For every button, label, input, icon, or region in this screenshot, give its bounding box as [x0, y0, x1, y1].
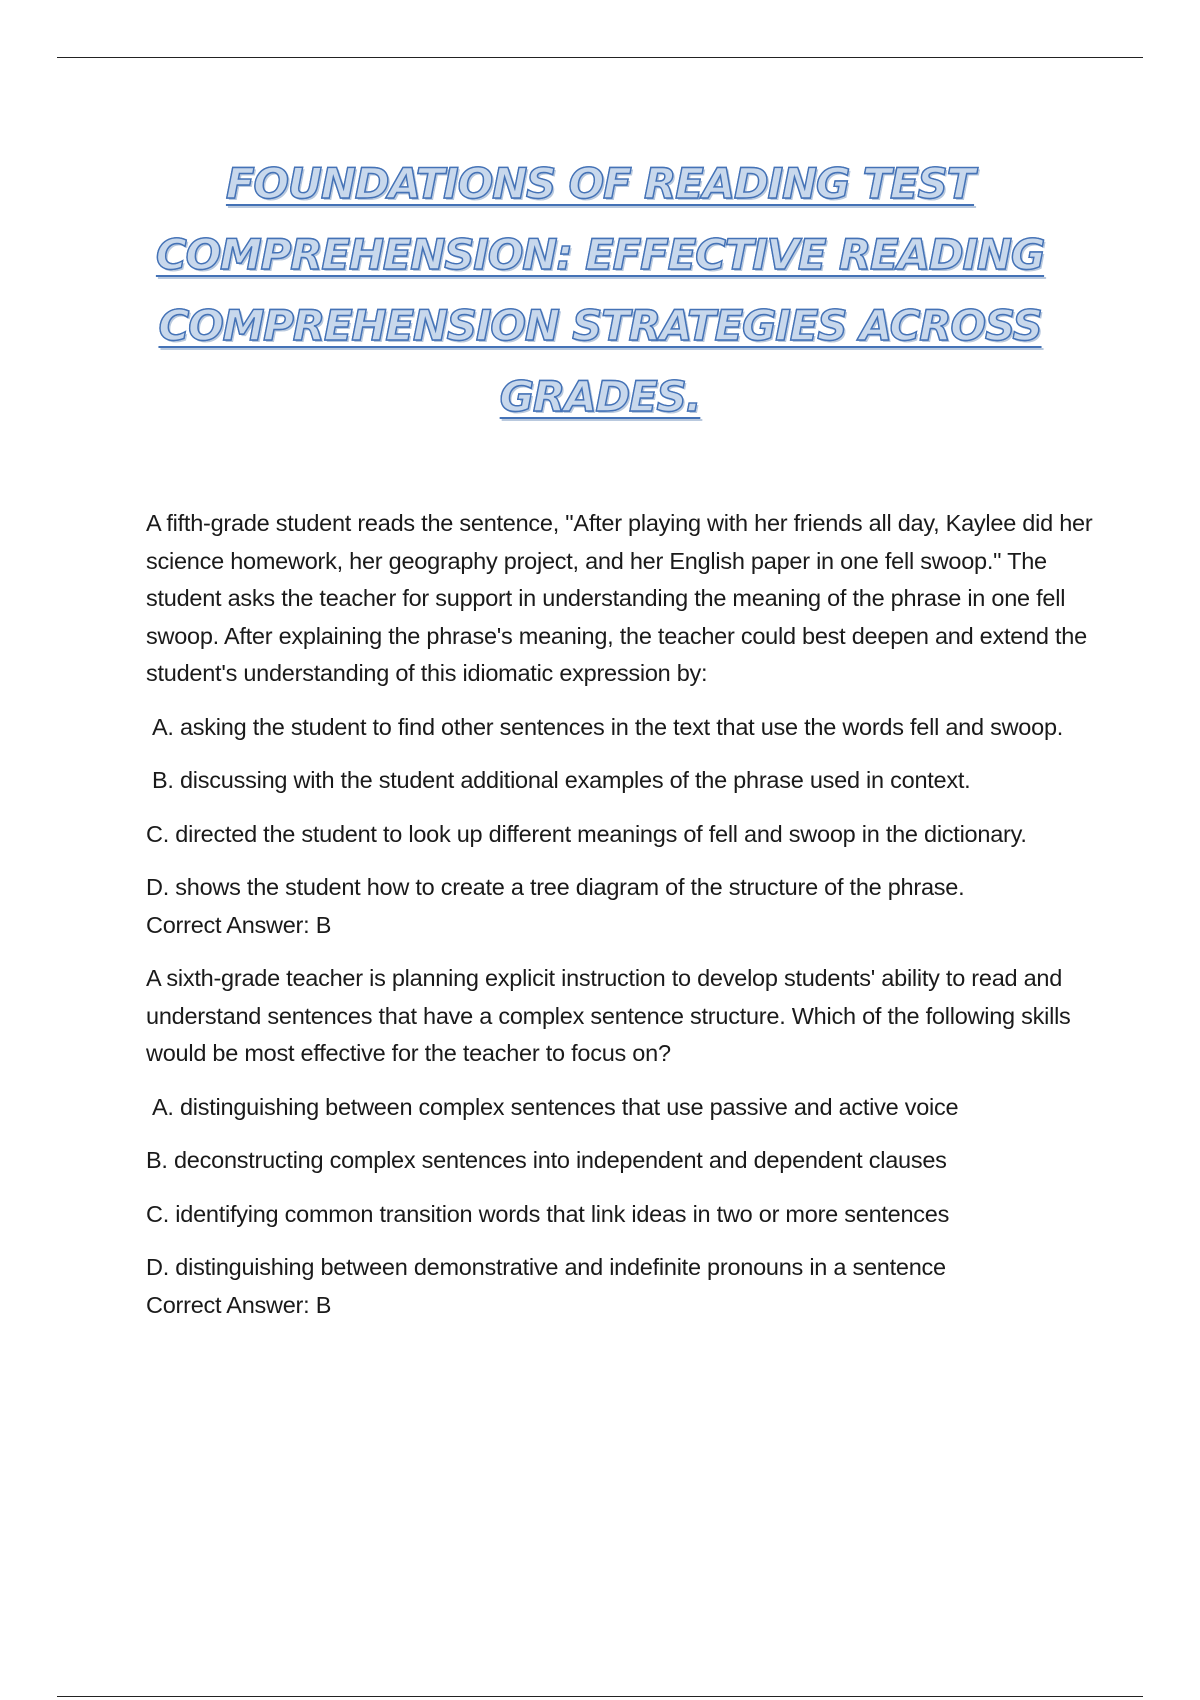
question-1-stem: A fifth-grade student reads the sentence, "After playing with her friends all day, Kaylee did her science homework, her geography project, and her English paper in one fell swoop." The student asks the teacher for support in understanding the meaning of the phrase in one fell swoop. After explaining the phrase's meaning, the teacher could best deepen and extend the student's understanding of this idiomatic expression by:: [146, 510, 1093, 686]
question-2-correct-answer: Correct Answer: B: [146, 1291, 332, 1318]
question-1-option-c: C. directed the student to look up different meanings of fell and swoop in the dictionary.: [146, 820, 1027, 847]
question-1-option-d: D. shows the student how to create a tree diagram of the structure of the phrase.: [146, 874, 965, 900]
question-2-option-a: A. distinguishing between complex sentences that use passive and active voice: [152, 1093, 959, 1120]
document-title: FOUNDATIONS OF READING TEST COMPREHENSION: EFFECTIVE READING COMPREHENSION STRATEGIES ACROSS GRADES.: [155, 159, 1045, 421]
top-rule: [57, 57, 1143, 58]
question-2-option-b: B. deconstructing complex sentences into independent and dependent clauses: [146, 1147, 947, 1173]
question-1-option-b: B. discussing with the student additional examples of the phrase used in context.: [152, 767, 971, 793]
document-body: [146, 505, 1096, 1340]
bottom-rule: [57, 1696, 1143, 1697]
question-2-option-c: C. identifying common transition words that link ideas in two or more sentences: [146, 1200, 950, 1227]
question-1-option-a: A. asking the student to find other sentences in the text that use the words fell and swoop.: [152, 713, 1064, 740]
question-2-option-d-with-answer: [146, 1249, 1096, 1324]
question-2-stem: A sixth-grade teacher is planning explicit instruction to develop students' ability to read and understand sentences that have a complex sentence structure. Which of the following skills would be most effective for the teacher to focus on?: [146, 965, 1071, 1066]
question-2-option-d: D. distinguishing between demonstrative and indefinite pronouns in a sentence: [146, 1254, 946, 1280]
question-1-option-d-with-answer: [146, 869, 1096, 944]
question-1-correct-answer: Correct Answer: B: [146, 911, 332, 938]
